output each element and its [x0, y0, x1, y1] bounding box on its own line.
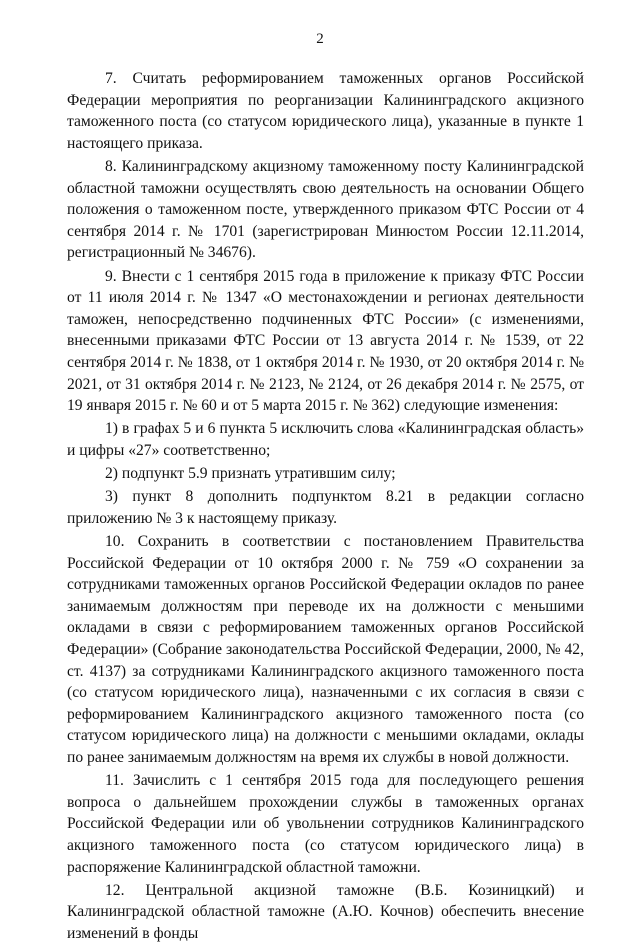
page-number: 2: [316, 31, 324, 47]
paragraph-9-item-2: 2) подпункт 5.9 признать утратившим силу;: [105, 465, 396, 483]
paragraph-12: 12. Центральной акцизной таможне (В.Б. Козиницкий) и Калининградской областной таможне (А.Ю. Кочнов) обеспечить внесение изменений в фонды: [67, 881, 584, 942]
paragraph-11: 11. Зачислить с 1 сентября 2015 года для последующего решения вопроса о дальнейшем прохождении службы в таможенных органах Российской Федерации или об увольнении сотрудников Калининградского акцизного таможенного поста (со статусом юридического лица) в распоряжение Калининградской областной таможни.: [67, 772, 584, 876]
paragraph-9: 9. Внести с 1 сентября 2015 года в приложение к приказу ФТС России от 11 июля 2014 г. № 1347 «О местонахождении и регионах деятельности таможен, непосредственно подчиненных ФТС России» (с изменениями, внесенными приказами ФТС России от 13 августа 2014 г. № 1539, от 22 сентября 2014 г. № 1838, от 1 октября 2014 г. № 1930, от 20 октября 2014 г. № 2021, от 31 октября 2014 г. № 2123, № 2124, от 26 декабря 2014 г. № 2575, от 19 января 2015 г. № 60 и от 5 марта 2015 г. № 362) следующие изменения:: [67, 267, 584, 415]
paragraph-8: 8. Калининградскому акцизному таможенному посту Калининградской областной таможни осуществлять свою деятельность на основании Общего положения о таможенном посте, утвержденного приказом ФТС России от 4 сентября 2014 г. № 1701 (зарегистрирован Минюстом России 12.11.2014, регистрационный № 34676).: [67, 157, 584, 262]
paragraph-9-item-3: 3) пункт 8 дополнить подпунктом 8.21 в редакции согласно приложению № 3 к настоящему приказу.: [67, 488, 584, 527]
paragraph-7: 7. Считать реформированием таможенных органов Российской Федерации мероприятия по реорганизации Калининградского акцизного таможенного поста (со статусом юридического лица), указанные в пункте 1 настоящего приказа.: [67, 70, 584, 152]
paragraph-10: 10. Сохранить в соответствии с постановлением Правительства Российской Федерации от 10 октября 2000 г. № 759 «О сохранении за сотрудниками таможенных органов Российской Федерации окладов по ранее занимаемым должностям при переводе их на должности с меньшими окладами в связи с реформированием таможенных органов Российской Федерации» (Собрание законодательства Российской Федерации, 2000, № 42, ст. 4137) за сотрудниками Калининградского акцизного таможенного поста (со статусом юридического лица), назначенными с их согласия в связи с реформированием Калининградского акцизного таможенного поста (со статусом юридического лица) на должности с меньшими окладами, оклады по ранее занимаемым должностям на время их службы в новой должности.: [67, 533, 584, 766]
document-body: [67, 68, 584, 946]
paragraph-9-item-1: 1) в графах 5 и 6 пункта 5 исключить слова «Калининградская область» и цифры «27» соответственно;: [67, 420, 584, 459]
